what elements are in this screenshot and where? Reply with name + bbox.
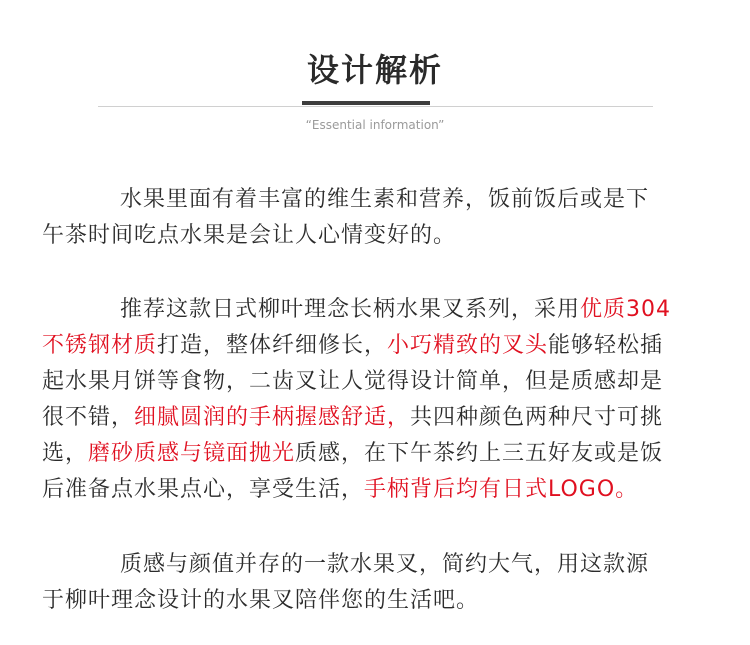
text-segment: 打造，整体纤细修长，: [157, 333, 388, 358]
paragraph-intro: [42, 182, 722, 254]
paragraph-line: [42, 400, 722, 436]
paragraph-line: [42, 472, 722, 508]
text-segment: 很不错，: [42, 405, 135, 430]
text-segment: 共四种颜色两种尺寸可挑: [410, 405, 664, 430]
title-divider: [98, 106, 653, 107]
paragraph-line: [42, 292, 722, 328]
title-underline-accent: [302, 101, 430, 105]
highlight-text: 优质304: [580, 297, 672, 322]
paragraph-line: 质感与颜值并存的一款水果叉，简约大气，用这款源: [120, 552, 650, 577]
paragraph-line: 午茶时间吃点水果是会让人心情变好的。: [42, 223, 457, 248]
paragraph-line: [42, 328, 722, 364]
paragraph-product: [42, 292, 722, 508]
highlight-text: 不锈钢材质: [42, 333, 158, 358]
text-segment: 能够轻松插: [548, 333, 664, 358]
text-segment: 选，: [42, 441, 89, 466]
paragraph-line: 起水果月饼等食物，二齿叉让人觉得设计简单，但是质感却是: [42, 369, 664, 394]
paragraph-closing: [42, 547, 722, 619]
paragraph-line: 于柳叶理念设计的水果叉陪伴您的生活吧。: [42, 588, 480, 613]
text-segment: 质感，在下午茶约上三五好友或是饭: [295, 441, 664, 466]
paragraph-line: [42, 436, 722, 472]
page-title: 设计解析: [306, 51, 443, 89]
highlight-text: 小巧精致的叉头: [387, 333, 549, 358]
highlight-text: 磨砂质感与镜面抛光: [88, 441, 296, 466]
text-segment: 后准备点水果点心，享受生活，: [42, 477, 365, 502]
highlight-text: 细腻圆润的手柄握感舒适，: [134, 405, 411, 430]
highlight-text: 手柄背后均有日式LOGO。: [364, 477, 639, 502]
page-subtitle: “Essential information”: [305, 118, 445, 132]
paragraph-line: 水果里面有着丰富的维生素和营养，饭前饭后或是下: [120, 187, 650, 212]
text-segment: 推荐这款日式柳叶理念长柄水果叉系列，采用: [120, 297, 581, 322]
